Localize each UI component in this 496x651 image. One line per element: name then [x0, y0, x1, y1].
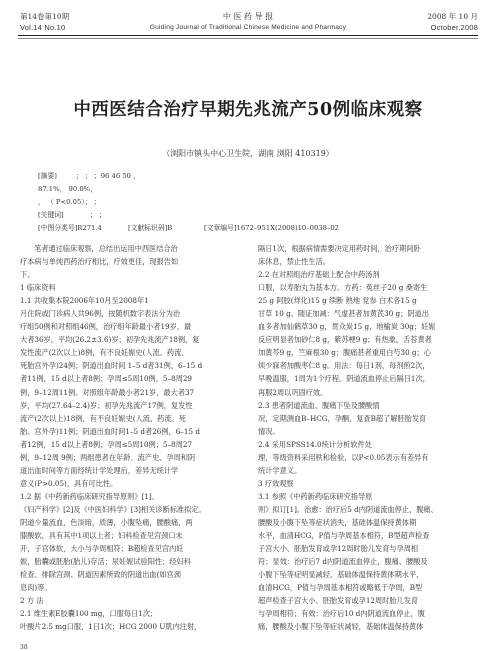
text-line: 口服，以寿胎丸为基本方。方药：菟丝子20 g 桑寄生	[258, 283, 428, 293]
text-line: 情况。	[258, 426, 280, 436]
text-line: 超声检查子宫大小、胚胎发育或孕12周时胎儿发育	[258, 596, 419, 606]
text-line: 小腹下坠等症明显减轻，基础体温保持黄体期水平，	[258, 570, 424, 580]
abstract-line: 87.1%， 90.0%，	[38, 185, 97, 193]
clc-number: [中图分类号]R271.4	[38, 224, 102, 232]
text-line: 2.3 患者阴道流血、腹痛下坠及腰酸情	[258, 400, 380, 410]
text-line: 血清HCG，P值与孕周基本相符或略低于孕周，B型	[258, 583, 423, 593]
article-title: 中西医结合治疗早期先兆流产50例临床观察	[73, 100, 423, 120]
text-line: 疗本病与单纯西药治疗相比，疗效更佳，现报告如	[20, 257, 179, 267]
author-affiliation: （浏阳市镇头中心卫生院，湖南 浏阳 410319）	[162, 149, 334, 158]
text-line: 岁，平均(27.64–2.4)岁；初孕先兆流产17例，复发性	[20, 400, 193, 410]
text-line: 甘草 10 g。随证加减：气虚甚者加黄芪30 g；阴道出	[258, 309, 429, 319]
header-rule-bottom	[18, 38, 478, 39]
text-line: 况，定期测血B–HCG，孕酮，复查B超了解胚胎发育	[258, 413, 427, 423]
text-line: 3 疗效观察	[258, 478, 294, 488]
text-line: 则》拟订[1]。治愈：治疗后5 d内阴道流血停止，腹痛、	[258, 504, 438, 514]
text-line: 息肉)等。	[20, 583, 52, 593]
text-line: 意义(P>0.05)，具有可比性。	[20, 478, 118, 488]
text-line: 开，子宫体软，大小与孕周相符；B超检查见宫内妊	[20, 544, 184, 554]
journal-name: 中 医 药 导 报	[222, 12, 274, 21]
text-line: 膝酸软，具有其中1项以上者；妇科检查见宫颈口未	[20, 531, 183, 541]
text-line: 阴道少量流血，色淡暗，质薄，小腹坠痛，腰酸痛，两	[20, 517, 193, 527]
text-line: 烦少寐者加酸枣仁8 g。用法：每日1剂，每剂煎2次，	[258, 361, 430, 371]
volume-issue: 第14卷第10期	[20, 12, 70, 21]
text-line: 娠，胎囊或胚胎(胎儿)存活；尿妊娠试验阳性；经妇科	[20, 557, 191, 567]
journal-name-en: Guiding Journal of Traditional Chinese Medicine and Pharmacy	[149, 24, 347, 31]
page-number: 38	[20, 644, 28, 651]
text-line: 水平，血清HCG，P值与孕周基本相符，B型超声检查	[258, 531, 430, 541]
abstract-line: ， （ P<0.05）； ；	[38, 198, 101, 206]
header-rule-top	[18, 35, 478, 36]
text-line: 符；显效：治疗后7 d内阴道流血停止，腹痛、腰酸及	[258, 557, 428, 567]
text-line: 者12例，15 d以上者8例；孕周≤5周10例；5–8周27	[20, 439, 193, 449]
text-line: 例，9–12周 9例；两组患者在年龄、流产史、孕周和阴	[20, 452, 196, 462]
text-line: 2.4 采用SPSS14.0统计分析软件处	[258, 439, 372, 449]
text-line: 25 g 阿胶(烊化)15 g 续断 熟地 党参 白术各15 g	[258, 296, 417, 306]
text-line: 笔者通过临床观察，总结出运用中西医结合治	[34, 244, 178, 253]
text-line: 统计学意义。	[258, 465, 302, 475]
text-line: 者11例，15 d以上者8例；孕周≤5周10例，5–8周29	[20, 374, 193, 384]
left-column	[20, 242, 242, 633]
text-line: 理，等级资料采用秩和检验，以P<0.05表示有差异有	[258, 452, 429, 462]
article-number: [文章编号]1672–951X(2008)10–0038–02	[204, 224, 339, 232]
issue-date: 2008 年 10 月	[427, 12, 478, 21]
text-line: 子宫大小、胚胎发育或孕12周时胎儿发育与孕周相	[258, 544, 419, 554]
text-line: 死胎宫外孕)24例；阴道出血时间 1–5 d者31例，6–15 d	[20, 361, 203, 371]
text-line: 例，9–12周11例。对照组年龄最小者21岁，最大者37	[20, 387, 195, 397]
text-line: 反应明显者加砂仁8 g，紫苏梗9 g；有热象，舌苔黄者	[258, 335, 432, 345]
text-line: 胎、宫外孕)11例；阴道出血时间1–5 d者26例，6–15 d	[20, 426, 200, 436]
text-line: 再服2周以巩固疗效。	[258, 387, 328, 397]
right-column	[258, 242, 480, 633]
text-line: 2.2 在对照组治疗基础上配合中药汤剂	[258, 270, 380, 280]
text-line: 1.1 共收集本院2006年10月至2008年1	[20, 296, 149, 306]
text-line: 疗组50例和对照组46例，治疗组年龄最小者19岁，最	[20, 322, 192, 332]
text-line: 2.1 维生素E胶囊100 mg，口服每日1次；	[20, 609, 158, 619]
text-line: 痛，腰酸及小腹下坠等症状减轻，基础体温保持黄体	[258, 622, 424, 632]
text-line: 叶酸片2.5 mg口服，1日1次；HCG 2000 U肌内注射，	[20, 622, 202, 632]
text-line: 《妇产科学》[2]及《中医妇科学》[3]相关诊断标准拟定。	[20, 504, 206, 514]
text-line: 道出血时间等方面经统计学处理后，差异无统计学	[20, 465, 179, 475]
text-line: 发性流产(2次以上)8例，有不良妊娠史(人流、药流、	[20, 348, 189, 358]
text-line: 1.2 据《中药新药临床研究指导原则》[1]、	[20, 491, 159, 501]
keywords: ； ；	[90, 211, 106, 219]
abstract-label: [摘要]	[38, 172, 57, 180]
text-line: 加黄芩9 g，竺麻根30 g；腹痛甚者重用白芍30 g；心	[258, 348, 431, 358]
text-line: 3.1 参照《中药新药临床研究指导原	[258, 491, 373, 501]
text-line: 床休息，禁止性生活。	[258, 257, 330, 267]
text-line: 1 临床资料	[20, 283, 56, 293]
text-line: 隔日1次，根据病情需要决定用药时间，治疗期间卧	[258, 244, 421, 253]
text-line: 流产(2次以上)18例，有不良妊娠史(人流、药流、死	[20, 413, 186, 423]
issue-date-en: October.2008	[430, 23, 478, 32]
text-line: 月住院或门诊病人共96例，按随机数字表法分为治	[20, 309, 181, 319]
text-line: 腰酸及小腹下坠等症状消失，基础体温保持黄体期	[258, 517, 417, 527]
text-line: 早晚温服，1周为1个疗程。阴道流血停止后隔日1次，	[258, 374, 430, 384]
volume-issue-en: Vol.14 No.10	[20, 23, 66, 32]
text-line: 大者36岁，平均(26.2±3.6)岁；初孕先兆流产18例，复	[20, 335, 200, 345]
text-line: 检查、排除宫颈、阴道因素所致的阴道出血(如宫颈	[20, 570, 181, 580]
document-code: [文献标识码]B	[128, 224, 173, 232]
text-line: 2 方 法	[20, 596, 44, 606]
text-line: 下。	[20, 270, 35, 280]
abstract-line: ； ； ；96 46 50 ，	[76, 172, 140, 180]
text-line: 与孕周相符；有效：治疗后10 d内阴道流血停止，腹	[258, 609, 425, 619]
keywords-label: [关键词]	[38, 211, 64, 219]
text-line: 血多者加仙鹤草30 g，贯众炭15 g，地榆炭 30g；妊娠	[258, 322, 436, 332]
